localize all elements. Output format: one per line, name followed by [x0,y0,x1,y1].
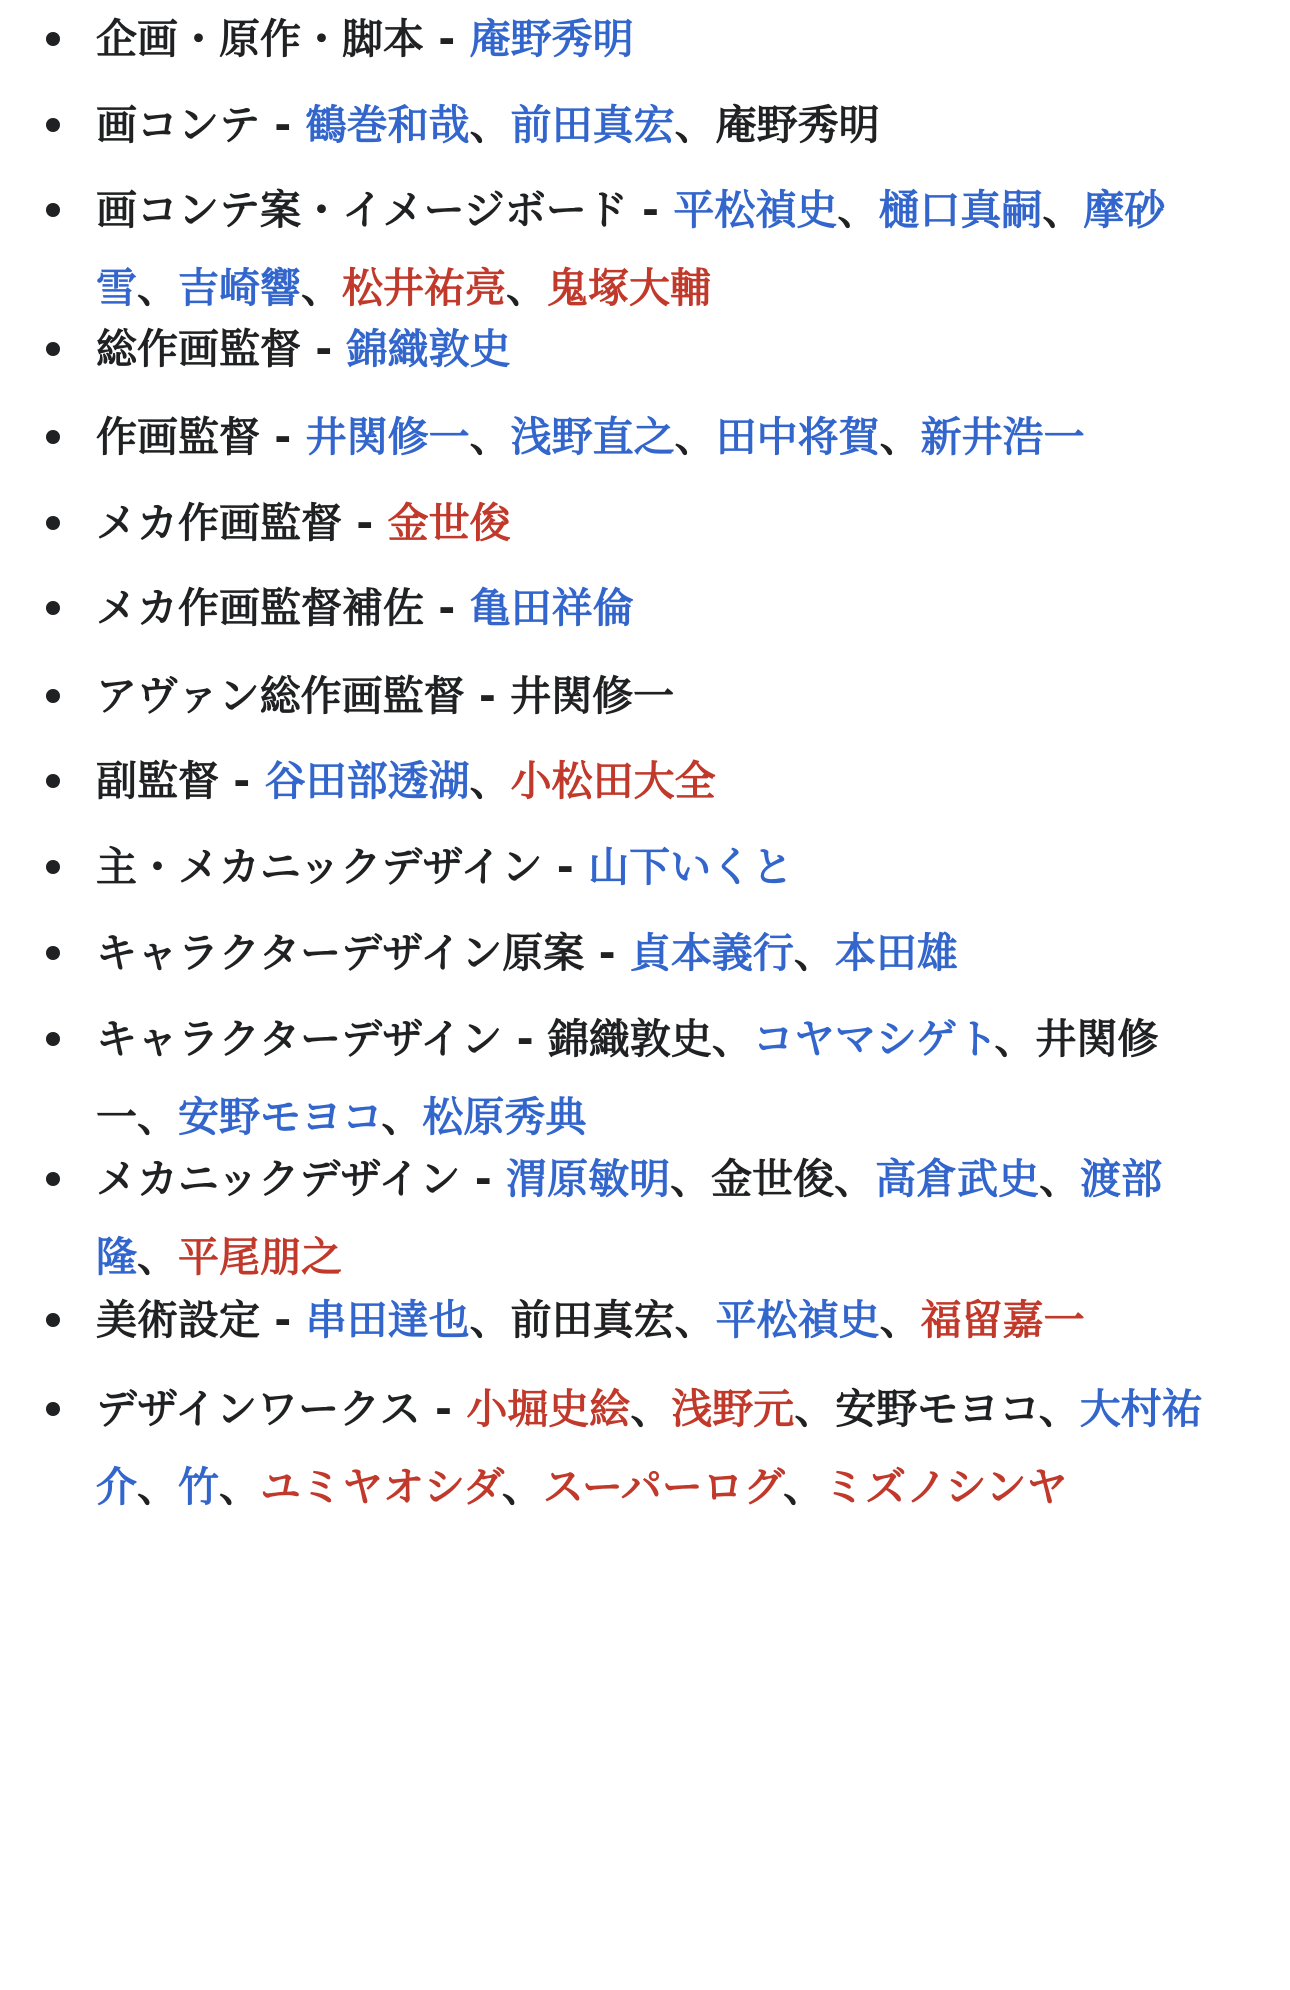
name-separator: 、 [137,264,178,312]
credit-role: 作画監督 [96,413,260,461]
role-separator: - [301,325,347,373]
person-link[interactable]: 庵野秀明 [469,15,634,63]
role-separator: - [260,413,306,461]
person-link[interactable]: 小堀史絵 [466,1385,631,1433]
person-name: 庵野秀明 [715,101,880,149]
person-link[interactable]: 井関修一 [305,413,470,461]
role-separator: - [464,672,511,720]
credit-role: メカニックデザイン [96,1155,461,1203]
credit-item [96,1370,1226,1526]
role-separator: - [424,15,470,63]
name-separator: 、 [674,101,716,149]
name-separator: 、 [783,1463,825,1511]
name-separator: 、 [834,1155,876,1203]
person-name: 前田真宏 [510,1296,675,1344]
person-link[interactable]: 平松禎史 [715,1296,880,1344]
credit-role: 美術設定 [96,1296,260,1344]
name-separator: 、 [794,1385,836,1433]
role-separator: - [219,757,265,805]
person-link[interactable]: 高倉武史 [875,1155,1040,1203]
person-link[interactable]: 金世俊 [387,499,511,547]
role-separator: - [260,1296,306,1344]
credit-role: デザインワークス [96,1385,421,1433]
person-link[interactable]: 小松田大全 [510,757,716,805]
person-name: 井関修一 [510,672,675,720]
person-link[interactable]: 貞本義行 [629,929,794,977]
person-link[interactable]: 樋口真嗣 [878,186,1043,234]
credit-item [96,569,1226,647]
role-separator: - [542,843,589,891]
credit-role: メカ作画監督補佐 [96,584,424,632]
role-separator: - [584,929,630,977]
credit-item [96,1281,1226,1359]
name-separator: 、 [506,264,547,312]
role-separator: - [502,1015,548,1063]
person-name: 井関修一 [96,1015,1159,1141]
name-separator: 、 [793,929,835,977]
person-link[interactable]: 鶴巻和哉 [305,101,470,149]
person-link[interactable]: ユミヤオシダ [260,1463,502,1511]
name-separator: 、 [1038,1385,1080,1433]
credit-role: 総作画監督 [96,325,301,373]
credit-role: アヴァン総作画監督 [96,672,465,720]
person-link[interactable]: 錦織敦史 [346,325,511,373]
person-link[interactable]: 渡部隆 [96,1155,1163,1281]
person-link[interactable]: 渭原敏明 [506,1155,671,1203]
name-separator: 、 [137,1093,178,1141]
name-separator: 、 [469,757,511,805]
credit-role: 主・メカニックデザイン [96,843,543,891]
role-separator: - [460,1155,507,1203]
person-link[interactable]: 浅野直之 [510,413,675,461]
role-separator: - [260,101,306,149]
person-link[interactable]: 串田達也 [305,1296,470,1344]
person-link[interactable]: 山下いくと [588,843,794,891]
credit-item [96,828,1226,906]
role-separator: - [424,584,470,632]
role-separator: - [627,186,674,234]
credit-item [96,914,1226,992]
person-link[interactable]: 安野モヨコ [178,1093,382,1141]
name-separator: 、 [674,413,716,461]
person-link[interactable]: 新井浩一 [920,413,1085,461]
person-name: 錦織敦史 [547,1015,712,1063]
person-link[interactable]: 鬼塚大輔 [547,264,711,312]
credit-item [96,86,1226,164]
name-separator: 、 [630,1385,672,1433]
credit-role: 画コンテ案・イメージボード [96,186,628,234]
name-separator: 、 [879,413,921,461]
name-separator: 、 [879,1296,921,1344]
name-separator: 、 [469,1296,511,1344]
person-link[interactable]: 福留嘉一 [920,1296,1085,1344]
credit-item [96,484,1226,562]
credit-role: メカ作画監督 [96,499,342,547]
name-separator: 、 [837,186,879,234]
person-link[interactable]: 谷田部透湖 [264,757,470,805]
person-link[interactable]: 平尾朋之 [178,1233,342,1281]
name-separator: 、 [137,1233,178,1281]
person-link[interactable]: 松井祐亮 [342,264,506,312]
name-separator: 、 [501,1463,543,1511]
person-link[interactable]: 浅野元 [671,1385,795,1433]
name-separator: 、 [301,264,342,312]
name-separator: 、 [219,1463,260,1511]
credit-item [96,0,1226,78]
person-link[interactable]: 松原秀典 [422,1093,587,1141]
person-link[interactable]: 吉崎響 [178,264,301,312]
credit-item [96,657,1226,735]
person-link[interactable]: スーパーログ [542,1463,784,1511]
credit-item [96,310,1226,388]
person-link[interactable]: 平松禎史 [673,186,838,234]
credit-role: 画コンテ [96,101,260,149]
person-link[interactable]: 大村祐介 [96,1385,1203,1511]
role-separator: - [342,499,388,547]
person-link[interactable]: 亀田祥倫 [469,584,634,632]
person-link[interactable]: 前田真宏 [510,101,675,149]
credit-item [96,742,1226,820]
name-separator: 、 [994,1015,1036,1063]
person-link[interactable]: 本田雄 [834,929,958,977]
credit-item [96,1000,1226,1156]
name-separator: 、 [670,1155,712,1203]
name-separator: 、 [1042,186,1084,234]
credit-item [96,398,1226,476]
credit-item [96,1140,1226,1296]
credit-role: キャラクターデザイン [96,1015,503,1063]
role-separator: - [420,1385,467,1433]
name-separator: 、 [1039,1155,1081,1203]
credit-role: 企画・原作・脚本 [96,15,424,63]
person-link[interactable]: 竹 [178,1463,219,1511]
name-separator: 、 [137,1463,178,1511]
person-name: 安野モヨコ [835,1385,1039,1433]
name-separator: 、 [711,1015,753,1063]
person-link[interactable]: 田中将賀 [715,413,880,461]
person-link[interactable]: 摩砂雪 [96,186,1166,312]
credit-role: 副監督 [96,757,219,805]
name-separator: 、 [381,1093,423,1141]
name-separator: 、 [674,1296,716,1344]
credit-item [96,171,1226,327]
name-separator: 、 [469,413,511,461]
name-separator: 、 [469,101,511,149]
person-link[interactable]: ミズノシンヤ [824,1463,1068,1511]
person-link[interactable]: コヤマシゲト [752,1015,995,1063]
person-name: 金世俊 [711,1155,835,1203]
credit-role: キャラクターデザイン原案 [96,929,585,977]
